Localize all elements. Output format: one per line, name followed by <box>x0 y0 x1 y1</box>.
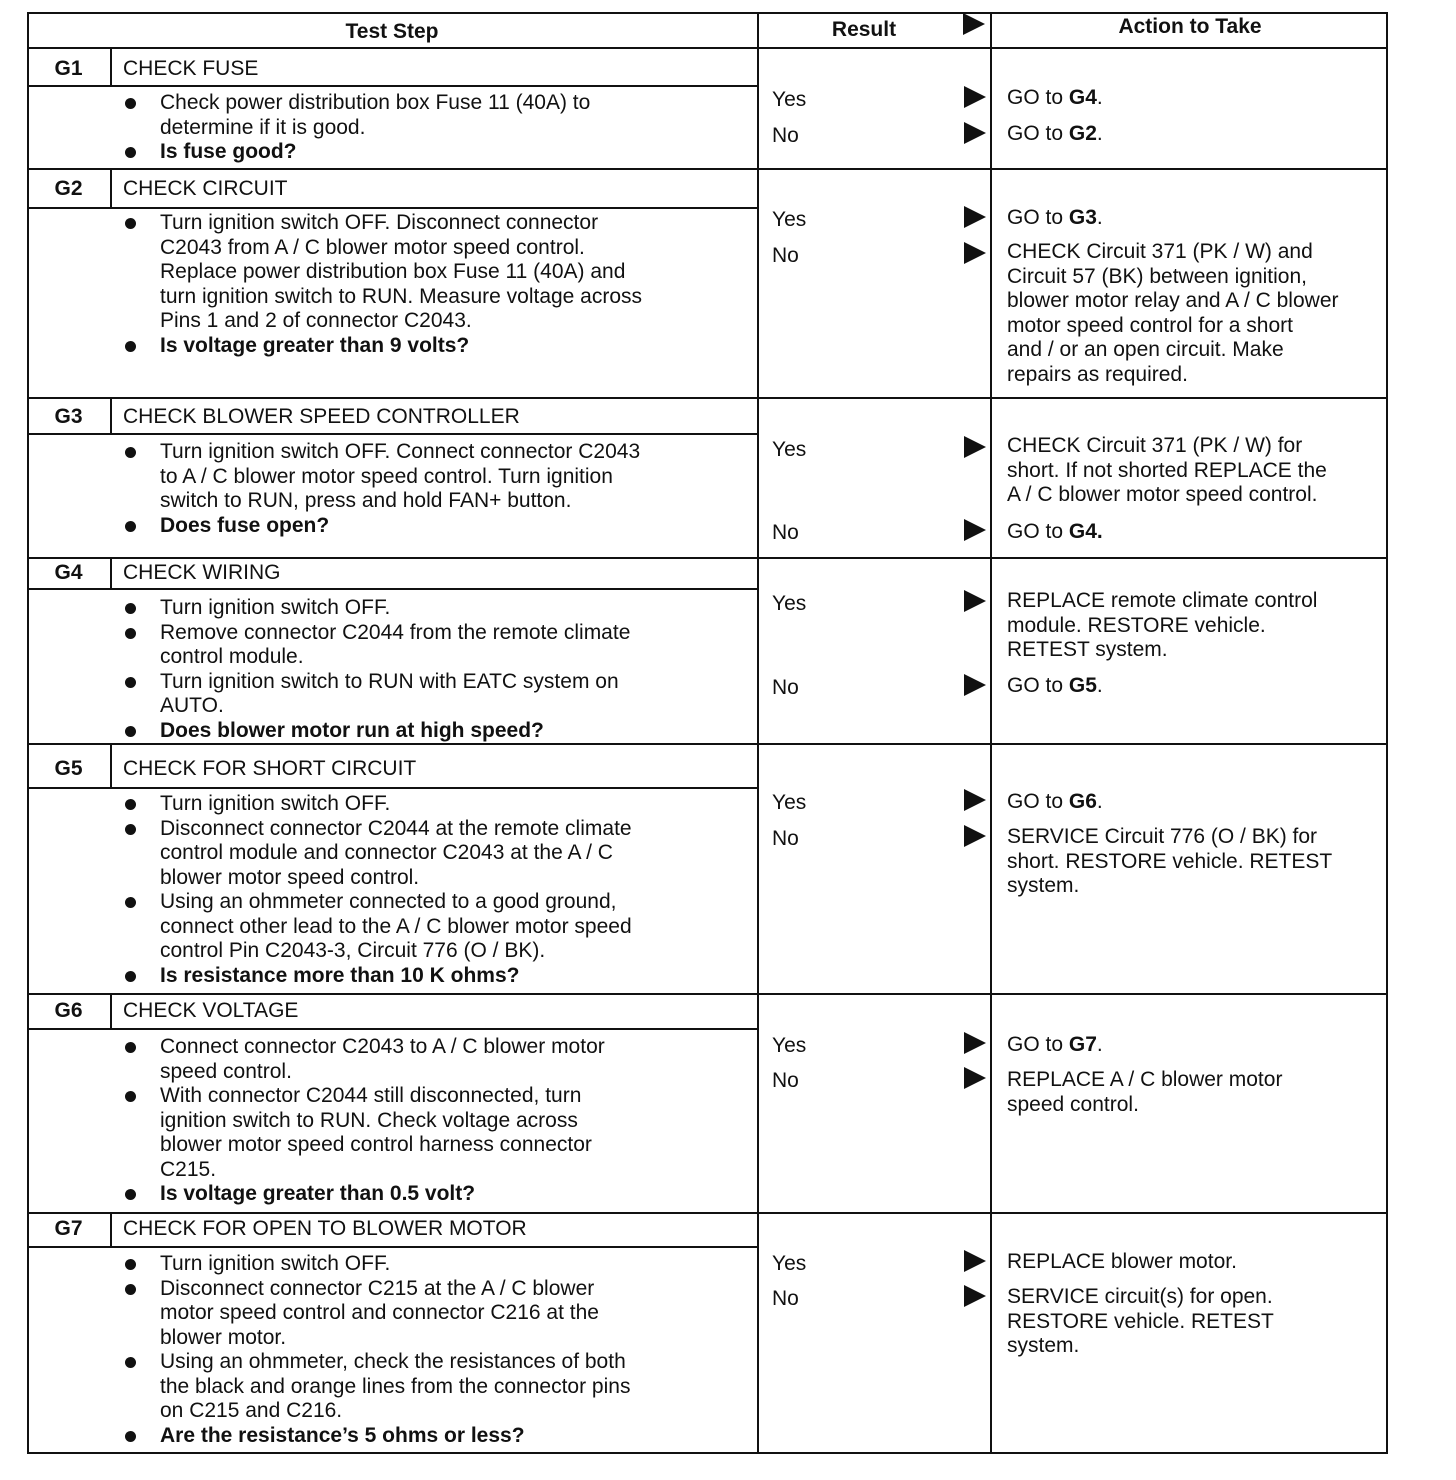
step-id: G1 <box>54 57 83 80</box>
step-reference: G6 <box>1068 790 1097 813</box>
result-no: No <box>772 827 799 850</box>
action-text: GO to G4. <box>1007 86 1103 109</box>
step-instruction: With connector C2044 still disconnected, turn ignition switch to RUN. Check voltage across blower motor speed control harness connector C215. <box>123 1084 605 1182</box>
result-arrow-icon <box>964 1032 986 1054</box>
action-text: GO to G6. <box>1007 790 1103 813</box>
step-id: G3 <box>54 405 83 428</box>
step-bullets <box>123 211 642 358</box>
step-bullets <box>123 440 640 538</box>
step-bullets <box>123 792 632 988</box>
step-reference: G4 <box>1068 86 1097 109</box>
result-arrow-icon <box>964 789 986 811</box>
step-question: Does fuse open? <box>123 514 640 539</box>
result-yes: Yes <box>772 1252 807 1275</box>
result-arrow-icon <box>964 1067 986 1089</box>
step-question: Does blower motor run at high speed? <box>123 719 630 744</box>
step-id-divider <box>110 743 112 787</box>
divider-result-col <box>757 12 759 1454</box>
step-id-divider <box>110 168 112 207</box>
step-reference: G2 <box>1068 122 1097 145</box>
step-title: CHECK VOLTAGE <box>123 999 299 1022</box>
result-no: No <box>772 1287 799 1310</box>
step-bullets <box>123 1035 605 1207</box>
result-arrow-icon <box>964 519 986 541</box>
step-question: Is fuse good? <box>123 140 590 165</box>
step-title-divider <box>27 85 757 87</box>
action-text: GO to G3. <box>1007 206 1103 229</box>
result-arrow-icon <box>964 206 986 228</box>
step-title: CHECK FOR OPEN TO BLOWER MOTOR <box>123 1217 527 1240</box>
result-yes: Yes <box>772 208 807 231</box>
step-title-divider <box>27 207 757 209</box>
step-question: Is resistance more than 10 K ohms? <box>123 964 632 989</box>
action-text: SERVICE Circuit 776 (O / BK) for short. RESTORE vehicle. RETEST system. <box>1007 825 1333 897</box>
step-reference: G7 <box>1068 1033 1097 1056</box>
result-arrow-icon <box>964 436 986 458</box>
result-arrow-icon <box>964 242 986 264</box>
header-arrow-icon <box>963 13 985 35</box>
action-text: CHECK Circuit 371 (PK / W) for short. If not shorted REPLACE the A / C blower motor speed control. <box>1007 434 1327 506</box>
result-yes: Yes <box>772 1034 807 1057</box>
action-text: REPLACE A / C blower motor speed control. <box>1007 1068 1283 1116</box>
step-title-divider <box>27 1028 757 1030</box>
step-id: G4 <box>54 561 83 584</box>
result-no: No <box>772 244 799 267</box>
row-divider <box>27 168 1388 170</box>
step-id-divider <box>110 1212 112 1246</box>
action-text: SERVICE circuit(s) for open. RESTORE vehicle. RETEST system. <box>1007 1285 1274 1357</box>
step-instruction: Turn ignition switch OFF. <box>123 1252 630 1277</box>
step-instruction: Turn ignition switch OFF. Connect connector C2043 to A / C blower motor speed control. Turn ignition switch to RUN, press and hold FAN+ button. <box>123 440 640 514</box>
step-title-divider <box>27 787 757 789</box>
row-divider <box>27 743 1388 745</box>
row-divider <box>27 557 1388 559</box>
divider-action-col <box>990 12 992 1454</box>
step-title: CHECK CIRCUIT <box>123 177 288 200</box>
result-arrow-icon <box>964 86 986 108</box>
step-question: Are the resistance’s 5 ohms or less? <box>123 1424 630 1449</box>
step-instruction: Turn ignition switch OFF. Disconnect connector C2043 from A / C blower motor speed control. Replace power distribution box Fuse 11 (40A) and turn ignition switch to RUN. Measure voltage across Pins 1 and 2 of connector C2043. <box>123 211 642 334</box>
step-instruction: Disconnect connector C215 at the A / C blower motor speed control and connector C216 at the blower motor. <box>123 1277 630 1351</box>
header-test-step: Test Step <box>345 20 439 43</box>
step-title-divider <box>27 433 757 435</box>
step-title: CHECK FOR SHORT CIRCUIT <box>123 757 417 780</box>
step-reference: G3 <box>1068 206 1097 229</box>
step-instruction: Using an ohmmeter, check the resistances of both the black and orange lines from the connector pins on C215 and C216. <box>123 1350 630 1424</box>
result-no: No <box>772 521 799 544</box>
step-id: G6 <box>54 999 83 1022</box>
result-no: No <box>772 124 799 147</box>
action-text: CHECK Circuit 371 (PK / W) and Circuit 57 (BK) between ignition, blower motor relay and A / C blower motor speed control for a short and / or an open circuit. Make repairs as required. <box>1007 240 1339 386</box>
result-arrow-icon <box>964 1285 986 1307</box>
step-instruction: Using an ohmmeter connected to a good ground, connect other lead to the A / C blower motor speed control Pin C2043-3, Circuit 776 (O / BK). <box>123 890 632 964</box>
step-instruction: Disconnect connector C2044 at the remote climate control module and connector C2043 at the A / C blower motor speed control. <box>123 817 632 891</box>
step-bullets <box>123 596 630 743</box>
result-yes: Yes <box>772 438 807 461</box>
result-arrow-icon <box>964 825 986 847</box>
result-yes: Yes <box>772 592 807 615</box>
result-no: No <box>772 676 799 699</box>
step-reference: G5 <box>1068 674 1097 697</box>
action-text: GO to G2. <box>1007 122 1103 145</box>
header-divider <box>27 47 1388 49</box>
action-text: REPLACE remote climate control module. RESTORE vehicle. RETEST system. <box>1007 589 1318 661</box>
step-id: G7 <box>54 1217 83 1240</box>
step-id-divider <box>110 557 112 588</box>
header-result: Result <box>831 18 897 41</box>
row-divider <box>27 397 1388 399</box>
result-arrow-icon <box>964 122 986 144</box>
step-id: G2 <box>54 177 83 200</box>
result-yes: Yes <box>772 791 807 814</box>
row-divider <box>27 1212 1388 1214</box>
step-instruction: Connect connector C2043 to A / C blower motor speed control. <box>123 1035 605 1084</box>
row-divider <box>27 993 1388 995</box>
result-no: No <box>772 1069 799 1092</box>
step-bullets <box>123 1252 630 1448</box>
action-text: GO to G7. <box>1007 1033 1103 1056</box>
step-instruction: Remove connector C2044 from the remote climate control module. <box>123 621 630 670</box>
step-id-divider <box>110 47 112 85</box>
step-instruction: Turn ignition switch OFF. <box>123 596 630 621</box>
step-title: CHECK FUSE <box>123 57 259 80</box>
step-instruction: Turn ignition switch to RUN with EATC system on AUTO. <box>123 670 630 719</box>
step-title-divider <box>27 1246 757 1248</box>
step-title-divider <box>27 588 757 590</box>
result-yes: Yes <box>772 88 807 111</box>
result-arrow-icon <box>964 1250 986 1272</box>
result-arrow-icon <box>964 674 986 696</box>
action-text: GO to G5. <box>1007 674 1103 697</box>
step-id-divider <box>110 993 112 1028</box>
step-instruction: Check power distribution box Fuse 11 (40A) to determine if it is good. <box>123 91 590 140</box>
header-action: Action to Take <box>1118 15 1262 38</box>
step-reference: G4. <box>1068 520 1103 543</box>
step-question: Is voltage greater than 9 volts? <box>123 334 642 359</box>
action-text: GO to G4. <box>1007 520 1103 543</box>
step-question: Is voltage greater than 0.5 volt? <box>123 1182 605 1207</box>
action-text: REPLACE blower motor. <box>1007 1250 1237 1273</box>
step-id-divider <box>110 397 112 433</box>
result-arrow-icon <box>964 590 986 612</box>
step-instruction: Turn ignition switch OFF. <box>123 792 632 817</box>
step-bullets <box>123 91 590 165</box>
step-id: G5 <box>54 757 83 780</box>
step-title: CHECK BLOWER SPEED CONTROLLER <box>123 405 520 428</box>
step-title: CHECK WIRING <box>123 561 281 584</box>
